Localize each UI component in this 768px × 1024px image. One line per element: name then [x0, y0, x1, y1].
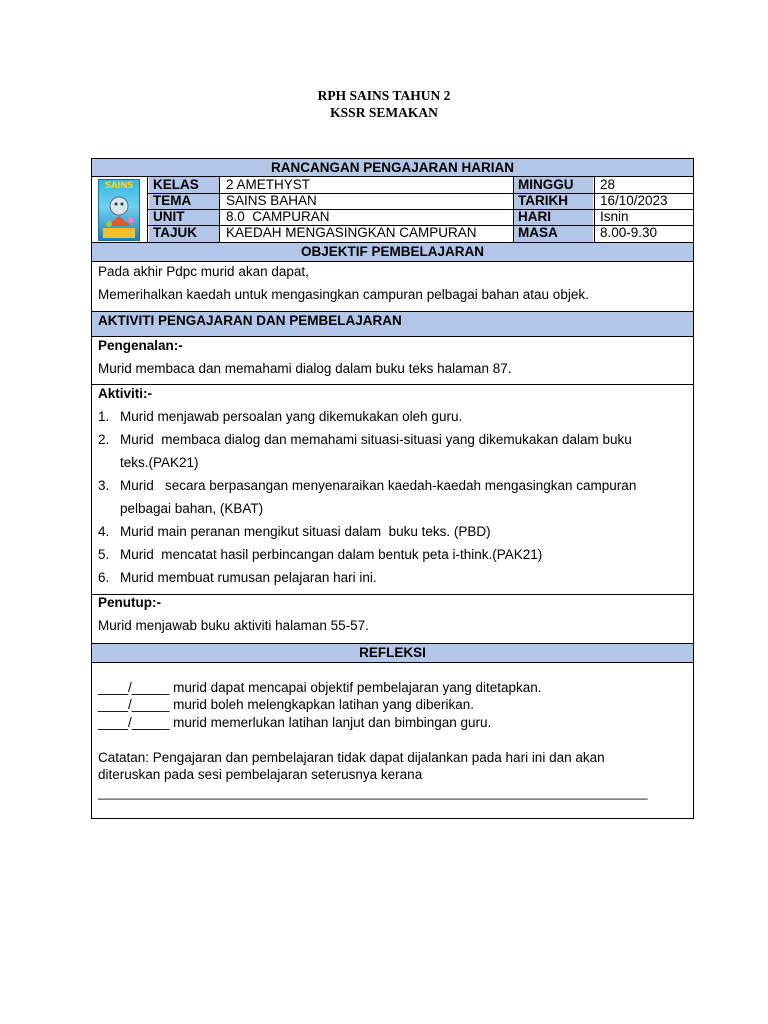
pengenalan-text: Murid membaca dan memahami dialog dalam buku teks halaman 87.: [98, 361, 512, 376]
sains-book-logo: SAINS: [98, 179, 140, 241]
masa-label: MASA: [518, 225, 558, 240]
masa-value: 8.00-9.30: [600, 225, 658, 240]
objektif-statement: Memerihalkan kaedah untuk mengasingkan campuran pelbagai bahan atau objek.: [98, 287, 589, 302]
refleksi-line-3: ____/_____ murid memerlukan latihan lanjut dan bimbingan guru.: [98, 715, 492, 730]
catatan-line-1: Catatan: Pengajaran dan pembelajaran tidak dapat dijalankan pada hari ini dan akan: [98, 750, 605, 765]
unit-label: UNIT: [153, 209, 185, 224]
tajuk-label: TAJUK: [153, 225, 198, 240]
minggu-value: 28: [600, 177, 616, 192]
refleksi-line-2: ____/_____ murid boleh melengkapkan latihan yang diberikan.: [98, 697, 475, 712]
refleksi-heading: REFLEKSI: [359, 645, 426, 660]
tajuk-value: KAEDAH MENGASINGKAN CAMPURAN: [226, 225, 477, 240]
tarikh-label: TARIKH: [518, 193, 568, 208]
penutup-text: Murid menjawab buku aktiviti halaman 55-57.: [98, 618, 369, 633]
rph-table: RANCANGAN PENGAJARAN HARIAN SAINS KELAS 2 AMETHYST MINGGU 28 TEMA SAINS BAHAN TARIKH 16/10/2023 UNIT 8.0 CAMPURAN HARI Isnin TAJUK KAEDAH MENGASINGKAN CAMPURAN MASA 8.00-9.30 OBJEKTIF PEMBELAJARAN Pada akhir Pdpc murid akan dapat, Memerihalkan kaedah untuk mengasingkan campuran pelbagai bahan atau objek. AKTIVITI PENGAJARAN DAN PEMBELAJARAN Pengenalan:- Murid membaca dan memahami dialog dalam buku teks halaman 87. Aktiviti:- 1. Murid menjawab persoalan yang dikemukakan oleh guru. 2. Murid membaca dialog dan memahami situasi-situasi yang dikemukakan dalam buku teks.(PAK21) 3. Murid secara berpasangan menyenaraikan kaedah-kaedah mengasingkan campuran pelbagai bahan, (KBAT) 4. Murid main peranan mengikut situasi dalam buku teks. (PBD) 5. Murid mencatat hasil perbincangan dalam bentuk peta i-think.(PAK21) 6. Murid membuat rumusan pelajaran hari ini. Penutup:- Murid menjawab buku aktiviti halaman 55-57. REFLEKSI ____/_____ murid dapat mencapai objektif pembelajaran yang ditetapkan. ____/_____ murid boleh melengkapkan latihan yang diberikan. ____/_____ murid memerlukan latihan lanjut dan bimbingan guru. Catatan: Pengajaran dan pembelajaran tidak dapat dijalankan pada hari ini dan akan diteruskan pada sesi pembelajaran seterusnya kerana ____________________________________________________________________________: [91, 158, 694, 819]
pengenalan-heading: Pengenalan:-: [98, 338, 183, 353]
document-title: RPH SAINS TAHUN 2: [317, 88, 451, 103]
table-title: RANCANGAN PENGAJARAN HARIAN: [270, 160, 514, 175]
tema-label: TEMA: [153, 193, 192, 208]
tema-value: SAINS BAHAN: [226, 193, 317, 208]
unit-value: 8.0 CAMPURAN: [226, 209, 330, 224]
tarikh-value: 16/10/2023: [600, 193, 668, 208]
aktiviti-heading: Aktiviti:-: [98, 386, 152, 401]
catatan-line-2: diteruskan pada sesi pembelajaran seterusnya kerana: [98, 767, 423, 782]
minggu-label: MINGGU: [518, 177, 574, 192]
objektif-heading: OBJEKTIF PEMBELAJARAN: [300, 244, 484, 259]
document-subtitle: KSSR SEMAKAN: [330, 105, 438, 120]
kelas-label: KELAS: [153, 177, 199, 192]
hari-value: Isnin: [600, 209, 629, 224]
objektif-intro: Pada akhir Pdpc murid akan dapat,: [98, 264, 309, 279]
refleksi-line-1: ____/_____ murid dapat mencapai objektif pembelajaran yang ditetapkan.: [98, 680, 542, 695]
catatan-blank-line: ____________________________________________________________________________: [98, 785, 648, 800]
aktiviti-pp-heading: AKTIVITI PENGAJARAN DAN PEMBELAJARAN: [98, 313, 402, 328]
hari-label: HARI: [518, 209, 551, 224]
penutup-heading: Penutup:-: [98, 595, 161, 610]
kelas-value: 2 AMETHYST: [226, 177, 311, 192]
